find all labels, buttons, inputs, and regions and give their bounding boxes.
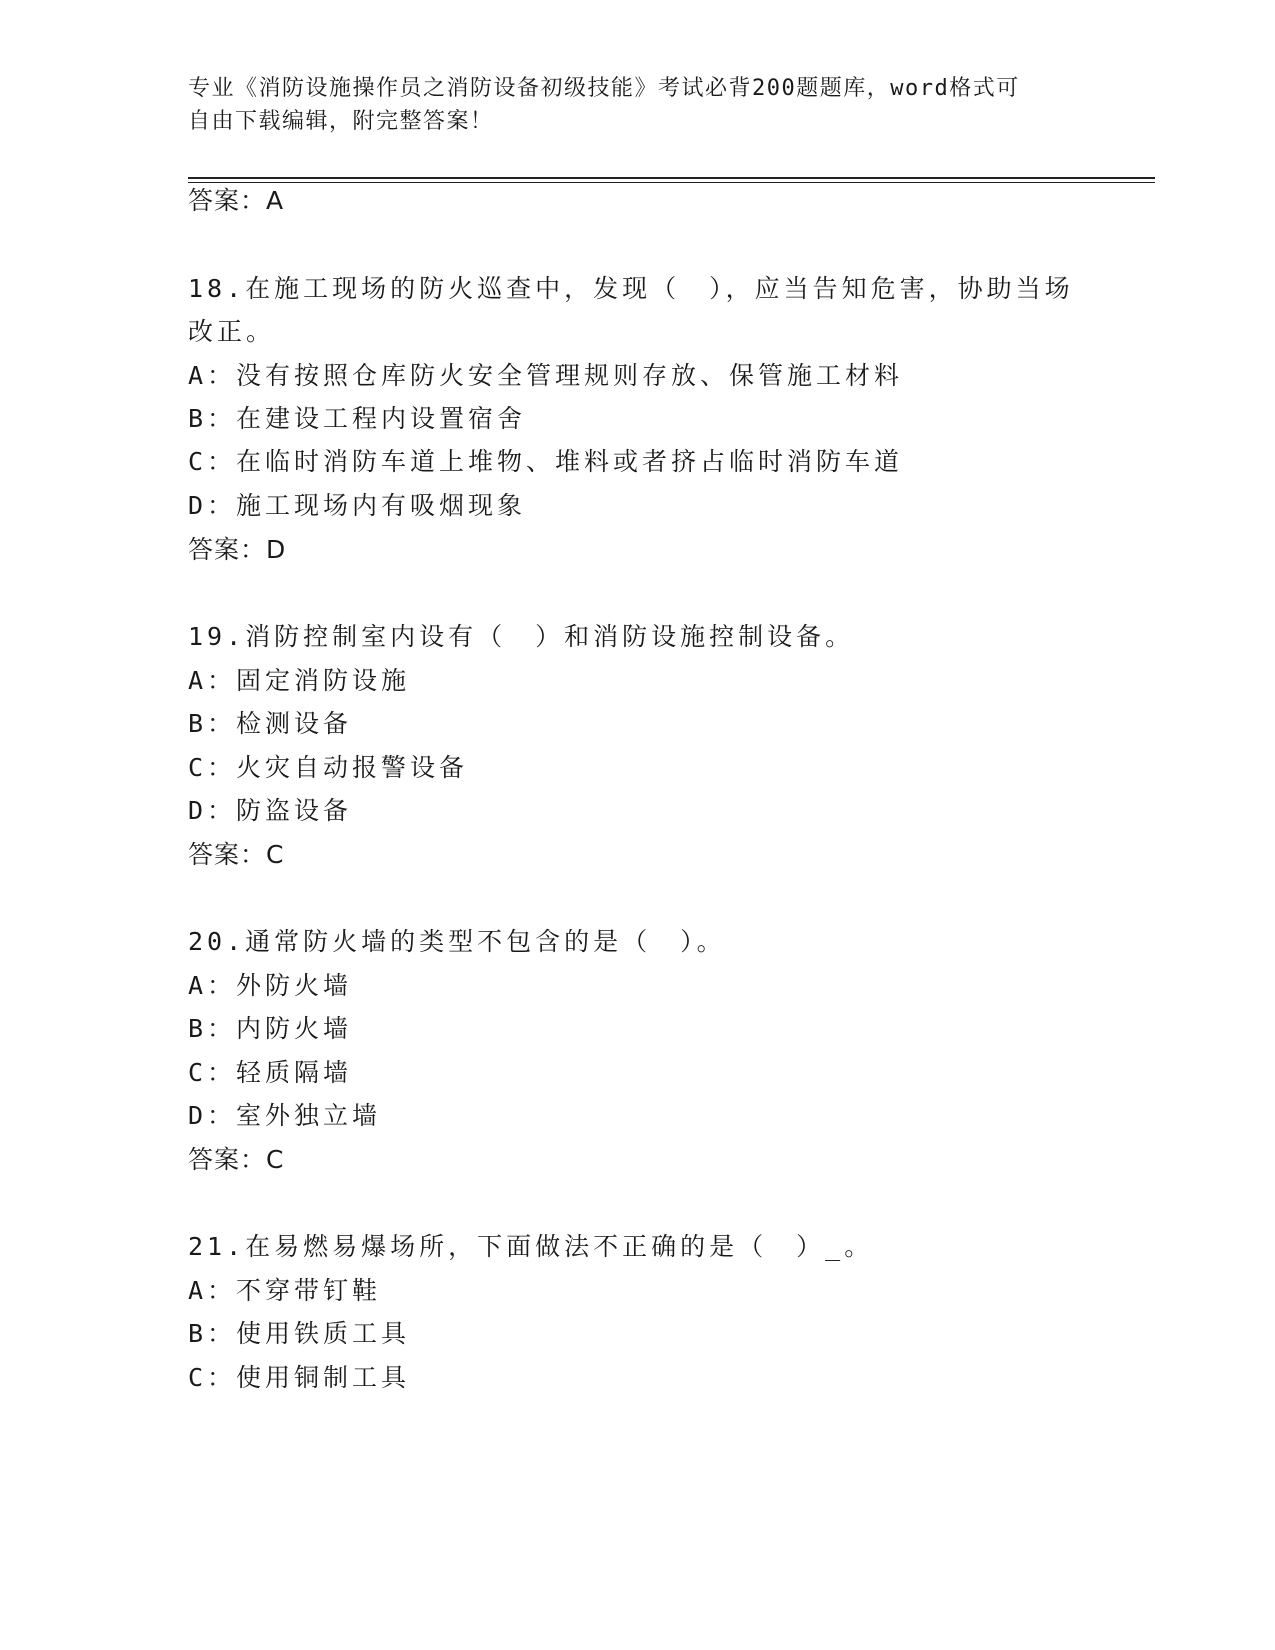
question-18-stem-line-1: 18.在施工现场的防火巡查中，发现（ ），应当告知危害，协助当场	[188, 274, 1074, 303]
header-divider-thin	[188, 182, 1155, 183]
question-18-option-d: D：施工现场内有吸烟现象	[188, 491, 527, 520]
question-18-answer: 答案：D	[188, 535, 287, 564]
previous-answer: 答案：A	[188, 186, 285, 215]
document-header	[188, 72, 1088, 138]
question-19-option-b: B：检测设备	[188, 709, 353, 738]
question-21-stem: 21.在易燃易爆场所，下面做法不正确的是（ ）_。	[188, 1232, 874, 1261]
question-20-option-d: D：室外独立墙	[188, 1101, 382, 1130]
question-20-option-b: B：内防火墙	[188, 1014, 353, 1043]
question-18-option-a: A：没有按照仓库防火安全管理规则存放、保管施工材料	[188, 361, 904, 390]
question-21-option-a: A：不穿带钉鞋	[188, 1276, 382, 1305]
question-20-option-a: A：外防火墙	[188, 971, 353, 1000]
question-20-answer: 答案：C	[188, 1145, 285, 1174]
question-18-stem-line-2: 改正。	[188, 317, 276, 346]
question-21-option-c: C：使用铜制工具	[188, 1363, 411, 1392]
question-19-stem: 19.消防控制室内设有（ ）和消防设施控制设备。	[188, 622, 855, 651]
question-19-option-d: D：防盗设备	[188, 796, 353, 825]
header-divider-thick	[188, 177, 1155, 179]
question-18-option-c: C：在临时消防车道上堆物、堆料或者挤占临时消防车道	[188, 447, 904, 476]
question-19-answer: 答案：C	[188, 840, 285, 869]
header-line-2: 自由下载编辑，附完整答案！	[188, 109, 494, 134]
question-20-option-c: C：轻质隔墙	[188, 1058, 353, 1087]
header-line-1: 专业《消防设施操作员之消防设备初级技能》考试必背200题题库，word格式可	[188, 76, 1020, 101]
question-21-option-b: B：使用铁质工具	[188, 1319, 411, 1348]
question-18-option-b: B：在建设工程内设置宿舍	[188, 404, 527, 433]
question-20-stem: 20.通常防火墙的类型不包含的是（ ）。	[188, 927, 726, 956]
question-19-option-a: A：固定消防设施	[188, 666, 411, 695]
question-19-option-c: C：火灾自动报警设备	[188, 753, 469, 782]
